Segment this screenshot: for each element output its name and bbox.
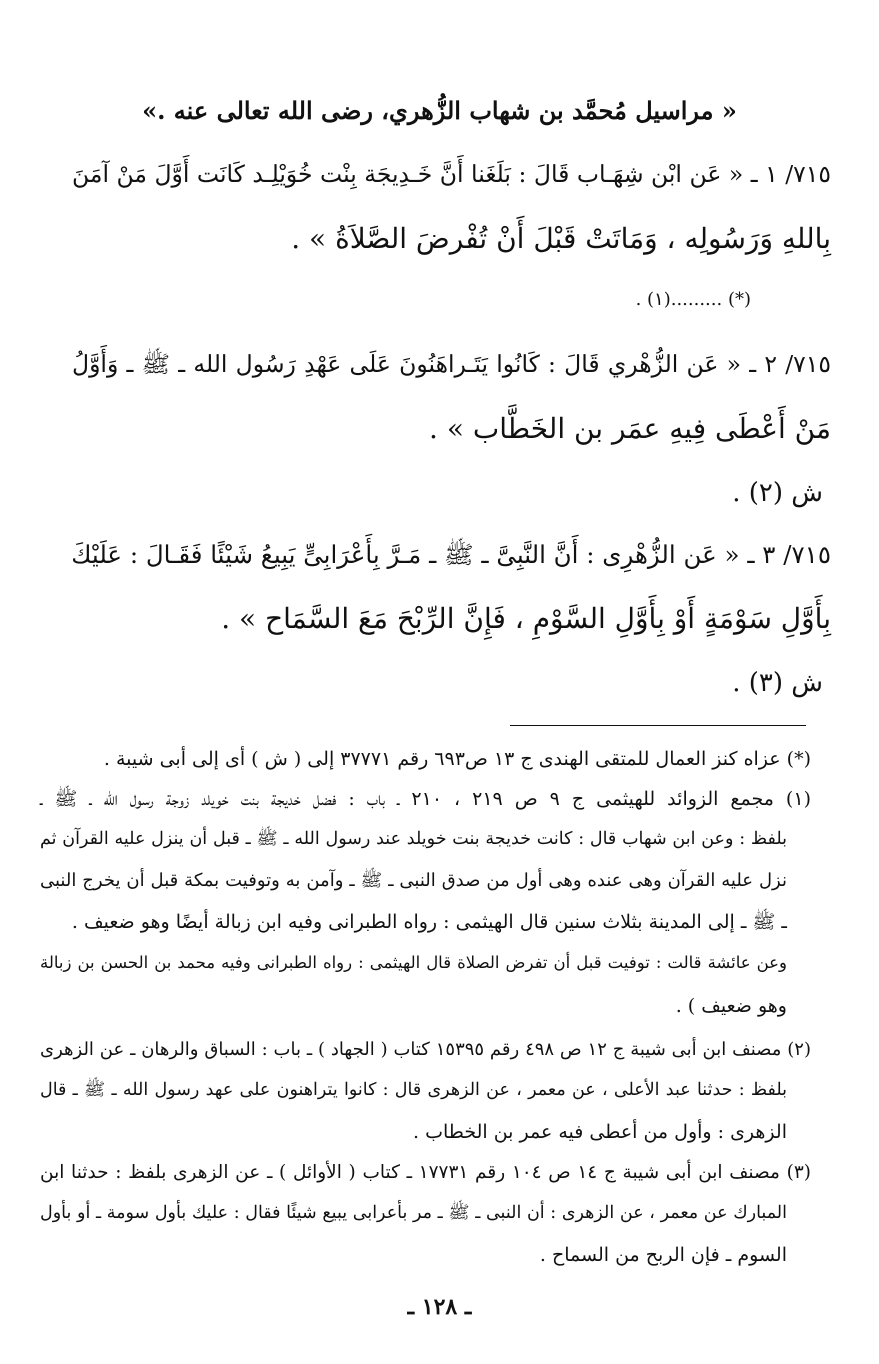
entry-1-line-2: بِاللهِ وَرَسُولِه ، وَمَاتَتْ قَبْلَ أَنْ تُفْرضَ الصَّلاَةُ » .: [291, 222, 831, 255]
footnote-1-line-3: نزل عليه القرآن وهى عنده وهى أول من صدق النبى ـ ﷺ ـ وآمن به وتوفيت بمكة قبل أن يخرج النبى: [40, 870, 787, 891]
footnote-divider: [510, 725, 806, 726]
footnote-2-line-2: بلفظ : حدثنا عبد الأعلى ، عن معمر ، عن الزهرى قال : كانوا يتراهنون على عهد رسول الله ـ ﷺ ـ قال: [40, 1080, 787, 1100]
footnote-2-line-1: (٢) مصنف ابن أبى شيبة ج ١٢ ص ٤٩٨ رقم ١٥٣٩٥ كتاب ( الجهاد ) ـ باب : السباق والرهان ـ عن الزهرى: [40, 1039, 811, 1060]
entry-2-line-1: ٧١٥/ ٢ ـ « عَن الزُّهْري قَالَ : كَانُوا يَتَـراهَنُونَ عَلَى عَهْدِ رَسُول الله ـ ﷺ ـ وَأَوَّلُ: [72, 350, 832, 378]
footnote-2-line-3: الزهرى : وأول من أعطى فيه عمر بن الخطاب .: [413, 1121, 787, 1143]
entry-2-source-marker: ش (٢) .: [732, 478, 823, 508]
footnote-star-line-1: (*) عزاه كنز العمال للمتقى الهندى ج ١٣ ص٦٩٣ رقم ٣٧٧٧١ إلى ( ش ) أى إلى أبى شيبة .: [103, 748, 811, 770]
entry-2-line-2: مَنْ أَعْطَى فِيهِ عمَر بن الخَطَّاب » .: [429, 412, 831, 445]
footnote-3-line-2: المبارك عن معمر ، عن الزهرى : أن النبى ـ ﷺ ـ مر بأعرابى يبيع شيئًا فقال : عليك بأول سومة ـ أو بأول: [40, 1203, 787, 1223]
page-number: ـ ١٢٨ ـ: [407, 1294, 472, 1320]
section-heading: « مراسيل مُحمَّد بن شهاب الزُّهري، رضى الله تعالى عنه .»: [142, 96, 737, 125]
entry-3-line-1: ٧١٥/ ٣ ـ « عَن الزُّهْرِى : أَنَّ النَّبِىَّ ـ ﷺ ـ مَـرَّ بِأَعْرَابِىٍّ يَبِيعُ شَيْئًا فَقَـالَ : عَلَيْكَ: [71, 540, 831, 569]
footnote-1-line-6: وهو ضعيف ) .: [675, 995, 787, 1017]
entry-1-line-1: ٧١٥/ ١ ـ « عَن ابْن شِهَـاب قَالَ : بَلَغَنا أَنَّ خَـدِيجَة بِنْت خُوَيْلِـد كَانَت أَوَّلَ مَنْ آمَنَ: [72, 160, 831, 188]
entry-1-source-marker: (*) .........(١) .: [635, 289, 751, 310]
footnote-3-line-1: (٣) مصنف ابن أبى شيبة ج ١٤ ص ١٠٤ رقم ١٧٧٣١ ـ كتاب ( الأوائل ) ـ عن الزهرى بلفظ : حدثنا ابن: [40, 1162, 811, 1183]
footnote-1-line-4: ـ ﷺ ـ إلى المدينة بثلاث سنين قال الهيثمى : رواه الطبرانى وفيه ابن زبالة أيضًا وهو ضعيف .: [71, 911, 787, 933]
entry-3-source-marker: ش (٣) .: [732, 668, 823, 698]
entry-3-line-2: بِأَوَّلِ سَوْمَةٍ أَوْ بِأَوَّلِ السَّوْمِ ، فَإِنَّ الرِّبْحَ مَعَ السَّمَاح » .: [221, 602, 831, 635]
footnote-1-line-5: وعن عائشة قالت : توفيت قبل أن تفرض الصلاة قال الهيثمى : رواه الطبرانى وفيه محمد بن الحسن بن زبالة: [40, 953, 787, 972]
footnote-1-line-1: (١) مجمع الزوائد للهيثمى ج ٩ ص ٢١٩ ، ٢١٠ ـ باب : فضل خديجة بنت خويلد زوجة رسول الله ـ ﷺ ـ: [40, 788, 811, 810]
footnote-3-line-3: السوم ـ فإن الربح من السماح .: [539, 1244, 787, 1266]
footnote-1-line-2: بلفظ : وعن ابن شهاب قال : كانت خديجة بنت خويلد عند رسول الله ـ ﷺ ـ قبل أن ينزل عليه القرآن ثم: [40, 829, 787, 849]
